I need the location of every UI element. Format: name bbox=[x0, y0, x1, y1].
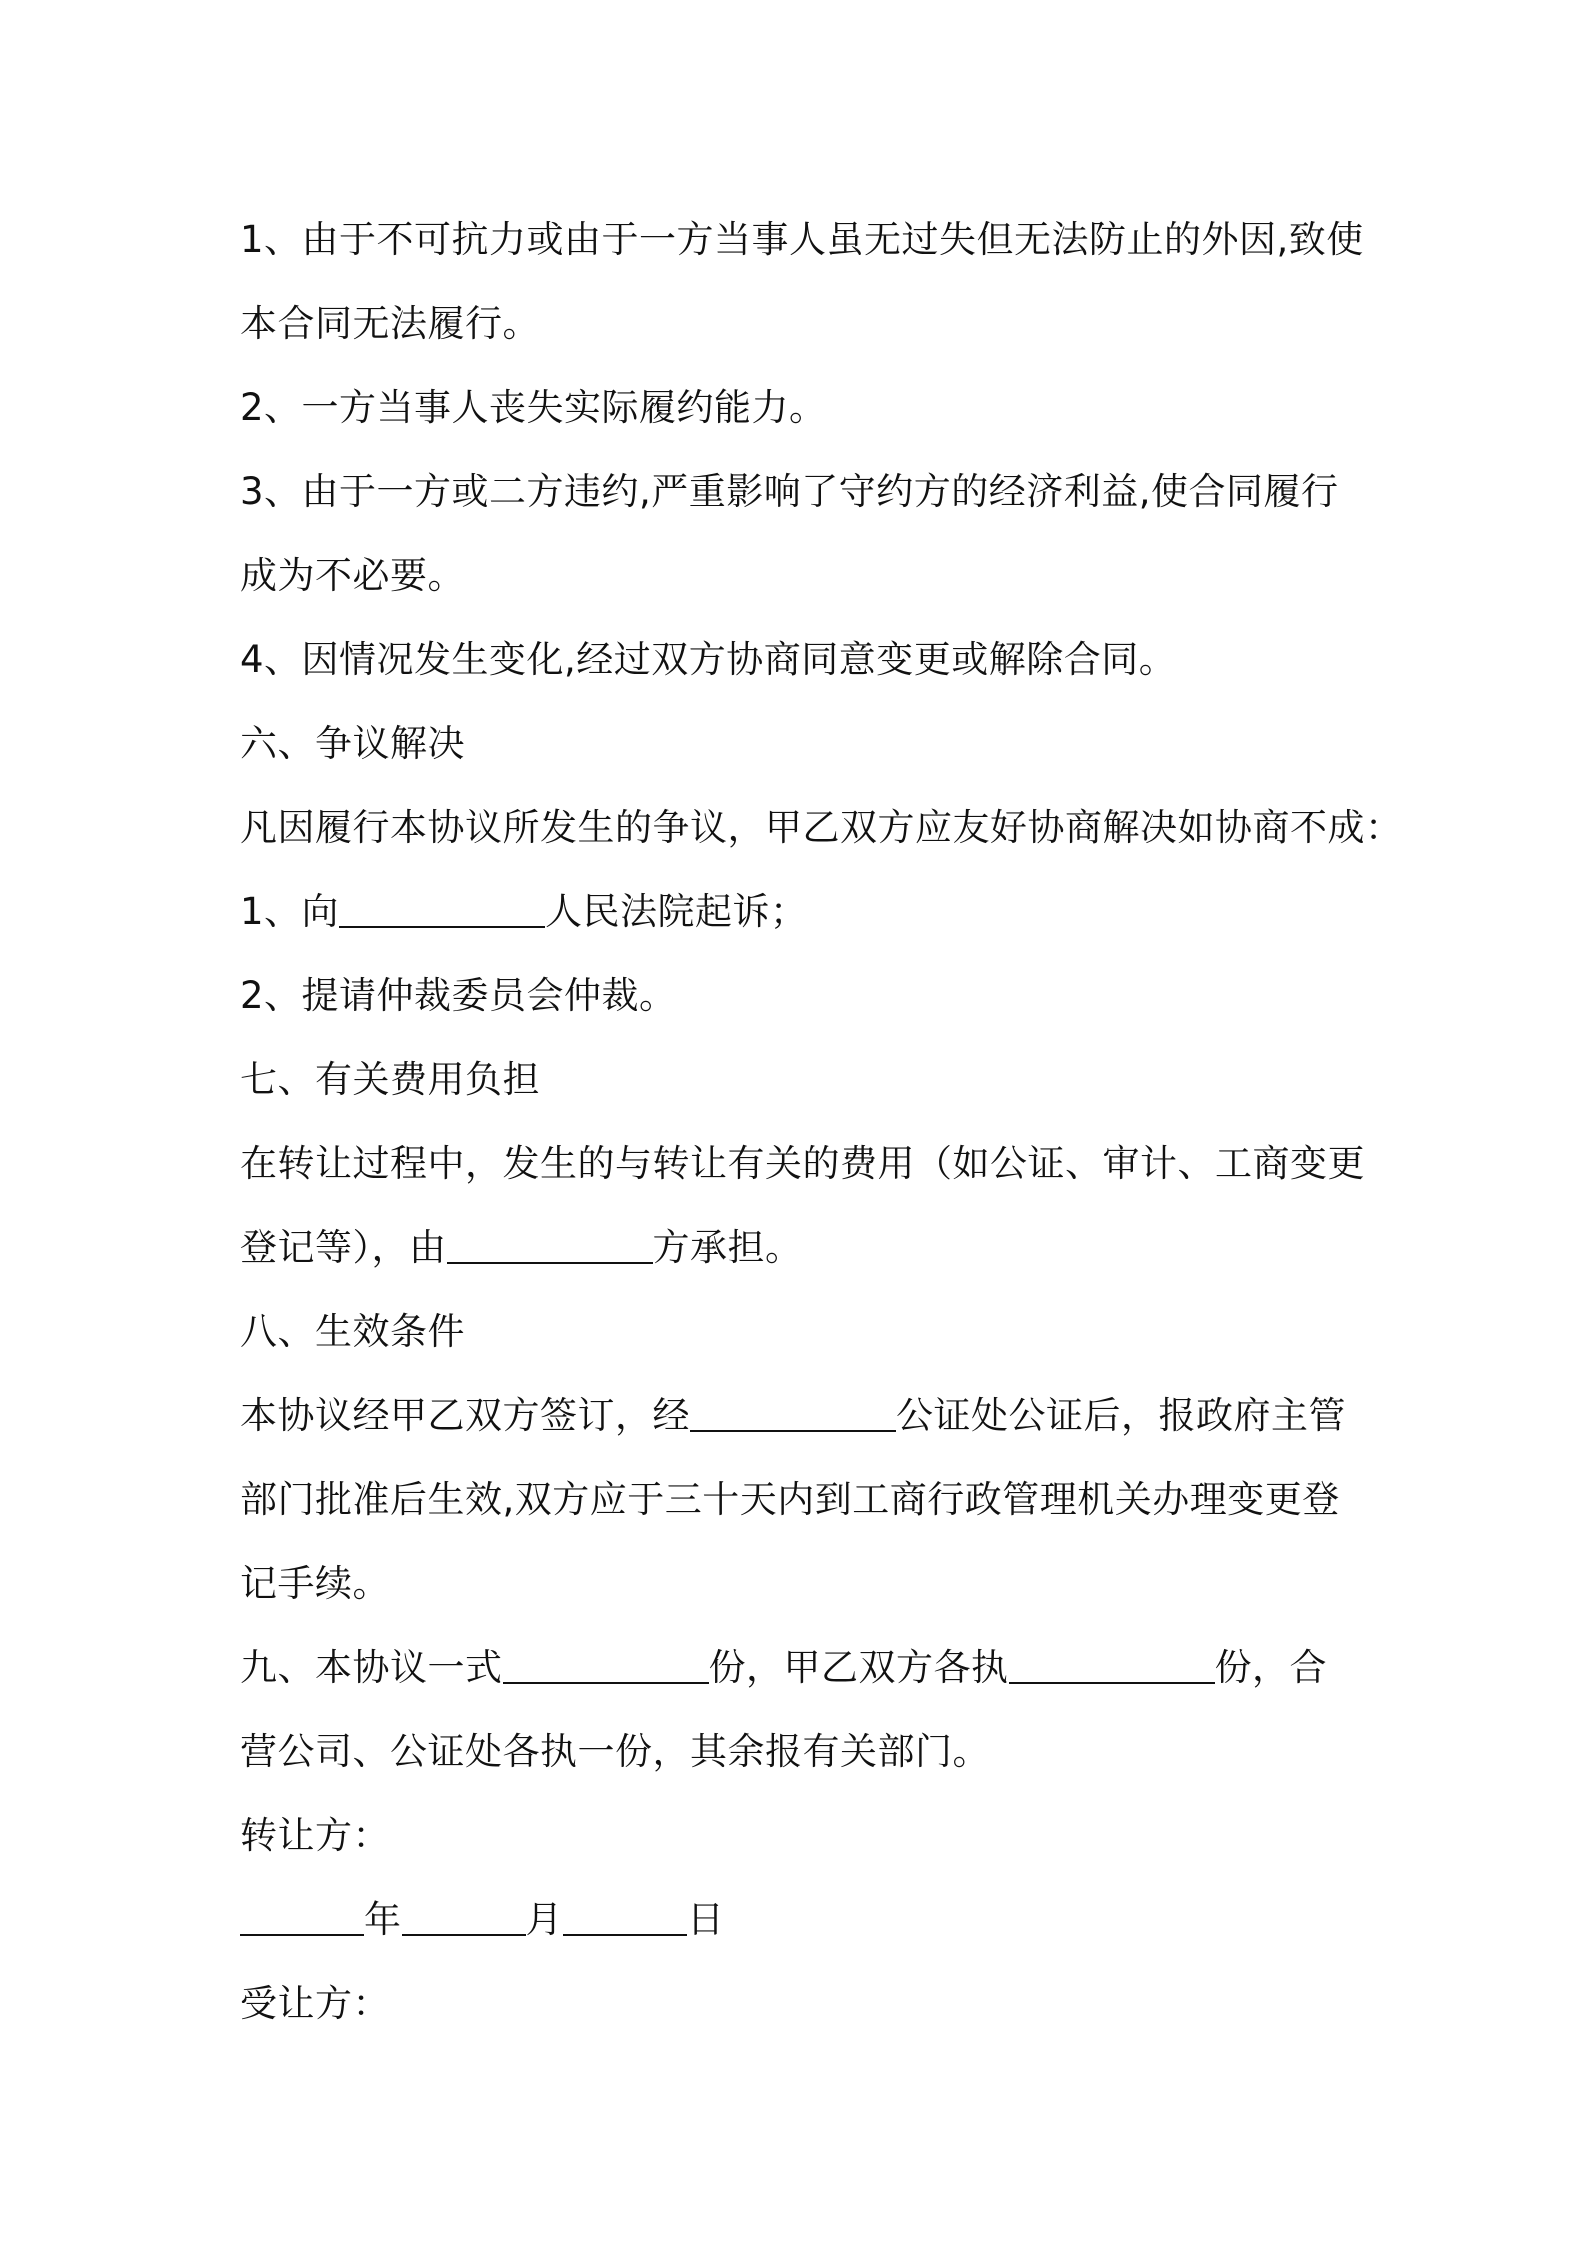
clause5-item4: 4、因情况发生变化,经过双方协商同意变更或解除合同。 bbox=[240, 638, 1177, 681]
clause7-line2 bbox=[240, 1206, 1360, 1290]
copies-total-blank[interactable] bbox=[503, 1648, 709, 1684]
year-blank[interactable] bbox=[240, 1900, 364, 1936]
clause9-line1-part2: 份，甲乙双方各执 bbox=[708, 1646, 1009, 1689]
copies-each-party-blank[interactable] bbox=[1009, 1648, 1215, 1684]
month-blank[interactable] bbox=[402, 1900, 526, 1936]
transferor-label: 转让方： bbox=[240, 1814, 390, 1857]
clause5-item3-line1: 3、由于一方或二方违约,严重影响了守约方的经济利益,使合同履行 bbox=[240, 470, 1339, 513]
signing-date bbox=[240, 1878, 1360, 1962]
clause9-line1-part3: 份，合 bbox=[1214, 1646, 1327, 1689]
clause6-heading: 六、争议解决 bbox=[240, 722, 465, 765]
clause7-heading: 七、有关费用负担 bbox=[240, 1058, 540, 1101]
clause9-line1 bbox=[240, 1626, 1360, 1710]
clause6-item1 bbox=[240, 870, 1360, 954]
court-name-blank[interactable] bbox=[339, 892, 545, 928]
clause8-line1 bbox=[240, 1374, 1360, 1458]
clause8-line1-suffix: 公证处公证后，报政府主管 bbox=[896, 1394, 1346, 1437]
day-label: 日 bbox=[687, 1898, 725, 1941]
clause5-item1-line2: 本合同无法履行。 bbox=[240, 302, 540, 345]
clause6-intro: 凡因履行本协议所发生的争议，甲乙双方应友好协商解决如协商不成： bbox=[240, 806, 1403, 849]
clause8-heading: 八、生效条件 bbox=[240, 1310, 465, 1353]
clause9-line1-part1: 九、本协议一式 bbox=[240, 1646, 503, 1689]
contract-page bbox=[240, 198, 1403, 2046]
clause7-line2-suffix: 方承担。 bbox=[652, 1226, 803, 1269]
clause6-item1-suffix: 人民法院起诉； bbox=[545, 890, 808, 933]
month-label: 月 bbox=[525, 1898, 563, 1941]
clause8-line1-prefix: 本协议经甲乙双方签订，经 bbox=[240, 1394, 690, 1437]
transferee-label: 受让方： bbox=[240, 1982, 390, 2025]
clause6-item1-prefix: 1、向 bbox=[240, 890, 340, 933]
clause7-line2-prefix: 登记等），由 bbox=[240, 1226, 447, 1269]
clause8-line2: 部门批准后生效,双方应于三十天内到工商行政管理机关办理变更登 bbox=[240, 1478, 1340, 1521]
clause8-line3: 记手续。 bbox=[240, 1562, 390, 1605]
clause5-item3-line2: 成为不必要。 bbox=[240, 554, 465, 597]
clause9-line2: 营公司、公证处各执一份，其余报有关部门。 bbox=[240, 1730, 990, 1773]
day-blank[interactable] bbox=[563, 1900, 687, 1936]
year-label: 年 bbox=[364, 1898, 402, 1941]
fee-party-blank[interactable] bbox=[447, 1228, 653, 1264]
clause6-item2: 2、提请仲裁委员会仲裁。 bbox=[240, 974, 677, 1017]
notary-office-blank[interactable] bbox=[690, 1396, 896, 1432]
clause5-item2: 2、一方当事人丧失实际履约能力。 bbox=[240, 386, 827, 429]
clause5-item1-line1: 1、由于不可抗力或由于一方当事人虽无过失但无法防止的外因,致使 bbox=[240, 218, 1364, 261]
clause7-line1: 在转让过程中，发生的与转让有关的费用（如公证、审计、工商变更 bbox=[240, 1142, 1365, 1185]
